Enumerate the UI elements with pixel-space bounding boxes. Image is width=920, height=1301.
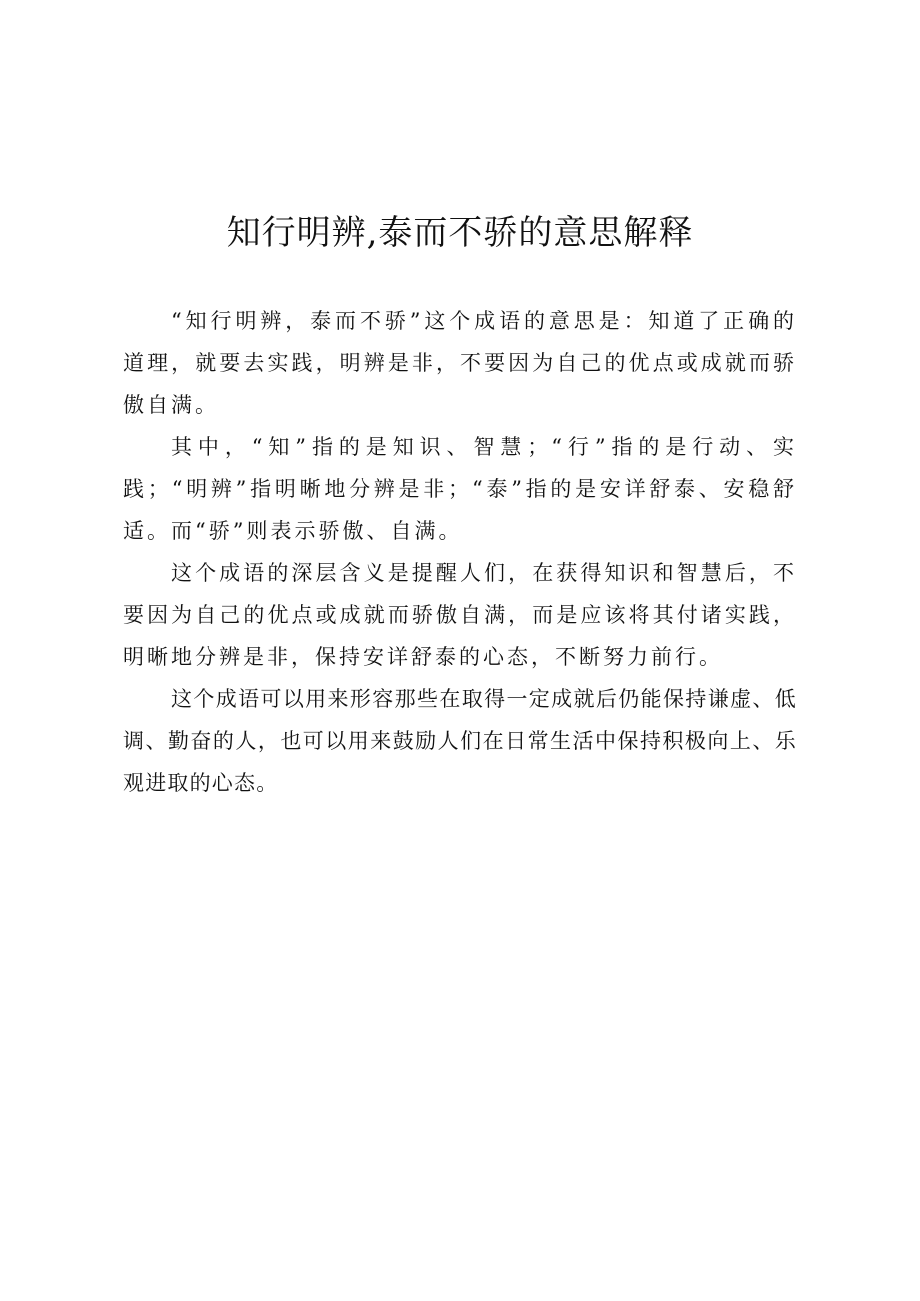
paragraph-1: “知行明辨，泰而不骄”这个成语的意思是：知道了正确的道理，就要去实践，明辨是非，不要因为自己的优点或成就而骄傲自满。 (123, 309, 797, 417)
paragraph-3: 这个成语的深层含义是提醒人们，在获得知识和智慧后，不要因为自己的优点或成就而骄傲自满，而是应该将其付诸实践，明晰地分辨是非，保持安详舒泰的心态，不断努力前行。 (123, 561, 797, 669)
paragraph-4: 这个成语可以用来形容那些在取得一定成就后仍能保持谦虚、低调、勤奋的人，也可以用来鼓励人们在日常生活中保持积极向上、乐观进取的心态。 (123, 687, 797, 795)
page-title: 知行明辨,泰而不骄的意思解释 (226, 213, 694, 253)
paragraph-2: 其中，“知”指的是知识、智慧；“行”指的是行动、实践；“明辨”指明晰地分辨是非；“泰”指的是安详舒泰、安稳舒适。而“骄”则表示骄傲、自满。 (123, 435, 797, 543)
document-body (123, 300, 797, 804)
